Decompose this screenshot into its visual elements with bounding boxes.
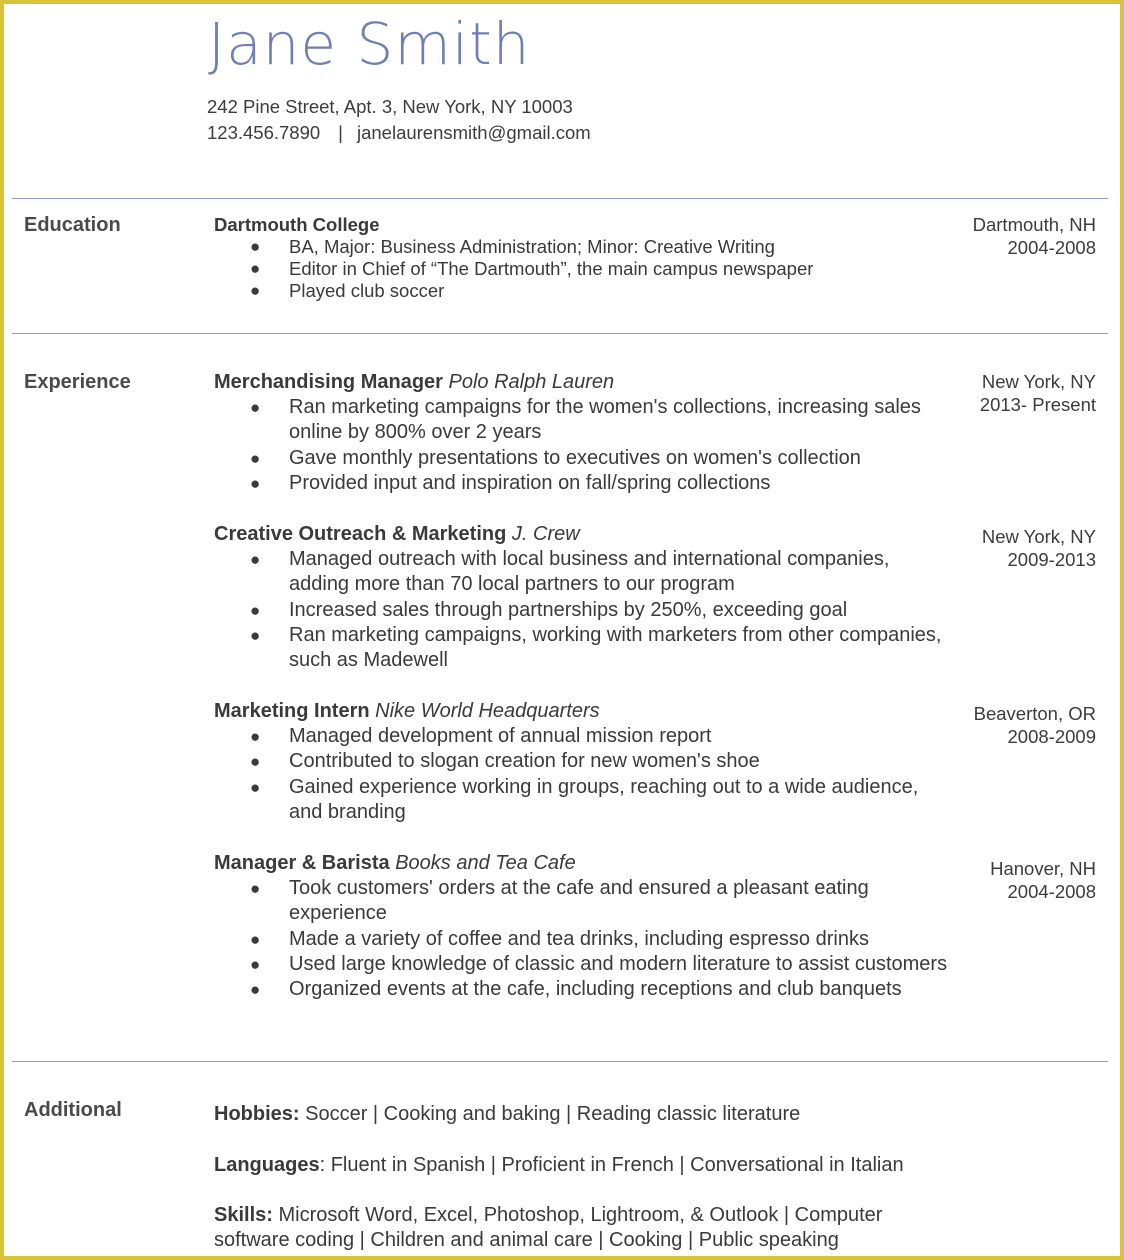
job-meta	[990, 858, 1096, 903]
list-item: ● Ran marketing campaigns, working with marketers from other companies, such as Madewell	[250, 623, 942, 672]
skills-label: Skills:	[214, 1204, 273, 1226]
job-entry	[214, 370, 954, 496]
bullet-icon: ●	[250, 879, 261, 898]
bullet-list	[214, 724, 954, 825]
location: New York, NY	[981, 371, 1096, 392]
list-item: ● Managed development of annual mission report	[214, 724, 954, 749]
bullet-icon: ●	[250, 727, 261, 746]
list-item: ● Provided input and inspiration on fall/spring collections	[214, 471, 954, 496]
entry-title	[214, 522, 954, 547]
date-range: 2008-2009	[1007, 725, 1096, 747]
list-item: ● Increased sales through partnerships by 250%, exceeding goal	[214, 598, 954, 623]
education-entry	[214, 214, 954, 302]
languages-value: : Fluent in Spanish | Proficient in French | Conversational in Italian	[319, 1154, 904, 1176]
list-item: ● Ran marketing campaigns for the women's collections, increasing sales online by 800% over 2 years	[250, 396, 921, 444]
contact-line	[207, 122, 591, 144]
job-meta	[974, 703, 1096, 748]
job-entry	[214, 851, 954, 1002]
date-range: 2004-2008	[1007, 236, 1096, 258]
bullet-list	[214, 395, 954, 496]
section-divider	[12, 198, 1108, 199]
section-divider	[12, 1061, 1108, 1062]
bullet-icon: ●	[250, 929, 261, 949]
entry-title	[214, 699, 954, 724]
job-role: Creative Outreach & Marketing	[214, 523, 507, 545]
entry-title	[214, 214, 954, 236]
location: Hanover, NH	[990, 858, 1096, 879]
job-meta	[980, 371, 1096, 416]
address-line: 242 Pine Street, Apt. 3, New York, NY 10003	[207, 96, 573, 117]
date-range: 2013- Present	[979, 393, 1096, 415]
job-entry	[214, 699, 954, 825]
list-item: ● Gained experience working in groups, reaching out to a wide audience, and branding	[250, 775, 919, 823]
bullet-icon: ●	[250, 259, 261, 278]
section-divider	[12, 333, 1108, 334]
list-item: ● Made a variety of coffee and tea drinks, including espresso drinks	[214, 927, 954, 952]
bullet-icon: ●	[250, 980, 261, 1000]
entry-title	[214, 851, 954, 876]
location: New York, NY	[981, 526, 1096, 547]
bullet-list	[214, 547, 954, 673]
email-address: janelaurensmith@gmail.com	[356, 122, 591, 143]
bullet-icon: ●	[250, 625, 261, 645]
languages-label: Languages	[214, 1154, 320, 1176]
section-label-education: Education	[24, 214, 121, 236]
job-company: Polo Ralph Lauren	[448, 371, 615, 393]
bullet-icon: ●	[250, 281, 261, 300]
bullet-icon: ●	[250, 600, 261, 620]
list-item: ● Took customers' orders at the cafe and ensured a pleasant eating experience	[250, 877, 869, 925]
bullet-list	[214, 236, 954, 302]
skills-line	[214, 1203, 954, 1254]
list-item: ● Used large knowledge of classic and modern literature to assist customers	[214, 952, 954, 977]
date-range: 2004-2008	[1007, 880, 1096, 902]
bullet-icon: ●	[250, 237, 261, 256]
candidate-name: Jane Smith	[208, 10, 531, 78]
job-role: Manager & Barista	[214, 852, 390, 874]
bullet-icon: ●	[250, 448, 261, 468]
list-item: ● Played club soccer	[250, 280, 445, 301]
date-range: 2009-2013	[1007, 548, 1096, 570]
phone-number: 123.456.7890	[207, 122, 321, 143]
bullet-icon: ●	[250, 954, 261, 974]
job-meta	[982, 526, 1096, 571]
entry-title	[214, 370, 954, 395]
bullet-icon: ●	[250, 752, 261, 772]
section-label-additional: Additional	[24, 1099, 122, 1121]
hobbies-value: Soccer | Cooking and baking | Reading classic literature	[305, 1103, 801, 1125]
job-role: Merchandising Manager	[214, 371, 443, 393]
hobbies-label: Hobbies:	[214, 1103, 300, 1125]
job-company: J. Crew	[511, 523, 580, 545]
list-item: ● Organized events at the cafe, including receptions and club banquets	[214, 977, 954, 1002]
school-name: Dartmouth College	[214, 214, 380, 235]
contact-separator: |	[338, 122, 343, 143]
job-company: Books and Tea Cafe	[395, 852, 576, 874]
list-item: ● Managed outreach with local business and international companies, adding more than 70 local partners to our program	[250, 548, 890, 596]
job-entry	[214, 522, 954, 673]
location: Dartmouth, NH	[972, 214, 1096, 235]
list-item: ● Gave monthly presentations to executives on women's collection	[214, 446, 954, 471]
bullet-icon: ●	[250, 398, 261, 417]
job-company: Nike World Headquarters	[375, 700, 600, 722]
list-item: ● BA, Major: Business Administration; Minor: Creative Writing	[250, 236, 775, 257]
bullet-icon: ●	[250, 473, 261, 493]
education-meta	[973, 214, 1096, 259]
bullet-icon: ●	[250, 777, 261, 797]
section-label-experience: Experience	[24, 371, 131, 393]
hobbies-line	[214, 1102, 954, 1127]
skills-value: Microsoft Word, Excel, Photoshop, Lightroom, & Outlook | Computer software coding | Children and animal care | Cooking | Public speaking	[214, 1204, 883, 1252]
location: Beaverton, OR	[973, 703, 1096, 724]
job-role: Marketing Intern	[214, 700, 370, 722]
list-item: ● Editor in Chief of “The Dartmouth”, the main campus newspaper	[250, 258, 814, 279]
list-item: ● Contributed to slogan creation for new women's shoe	[214, 749, 954, 774]
bullet-icon: ●	[250, 550, 261, 569]
bullet-list	[214, 876, 954, 1002]
languages-line	[214, 1153, 954, 1178]
